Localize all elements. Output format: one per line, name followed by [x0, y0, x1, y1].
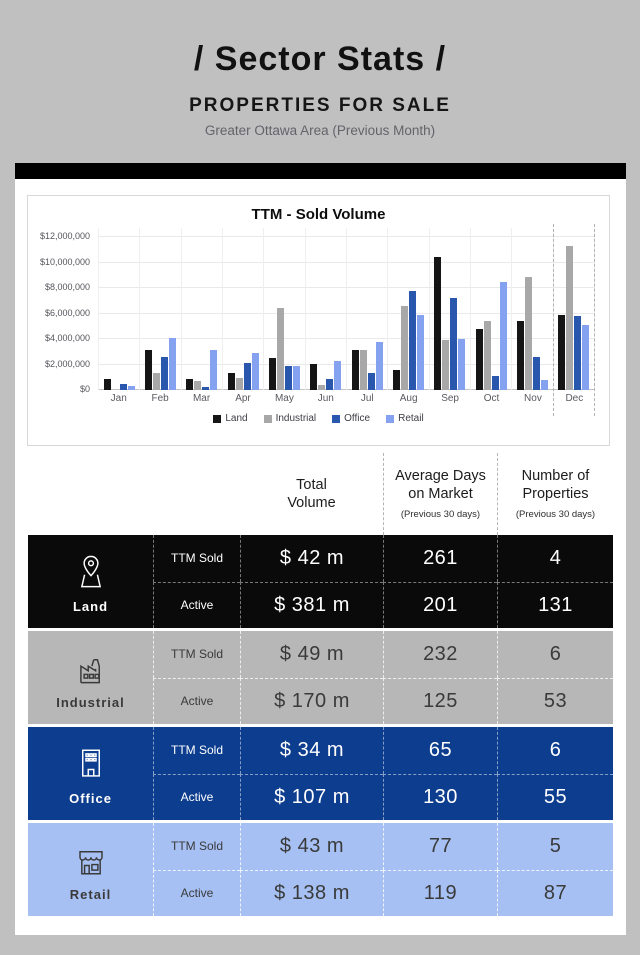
- industrial-bar: [566, 246, 573, 390]
- x-axis-label: May: [274, 393, 294, 404]
- factory-icon: [69, 646, 113, 690]
- avg-days-value: 65: [383, 727, 497, 774]
- table-header-row: [28, 453, 613, 535]
- row-type-label: Active: [153, 582, 240, 629]
- sector-name-label: Industrial: [56, 694, 125, 710]
- row-type-label: TTM Sold: [153, 535, 240, 582]
- industrial-bar: [484, 321, 491, 390]
- x-axis-label: Feb: [151, 393, 169, 404]
- land-bar: [352, 350, 359, 390]
- page-location-subtitle: Greater Ottawa Area (Previous Month): [204, 123, 436, 138]
- sector-block-industrial: [28, 631, 613, 724]
- industrial-bar: [236, 378, 243, 390]
- content-panel: [15, 179, 626, 935]
- avg-days-note: (Previous 30 days): [400, 509, 481, 521]
- retail-bar: [293, 366, 300, 390]
- divider-bar: [15, 163, 626, 179]
- avg-days-value: 125: [383, 678, 497, 725]
- row-type-label: Active: [153, 870, 240, 917]
- num-properties-value: 55: [497, 774, 613, 821]
- legend-item-industrial: [264, 413, 317, 424]
- industrial-bar: [318, 385, 325, 390]
- land-bar: [145, 350, 152, 390]
- total-volume-value: $ 381 m: [240, 582, 383, 629]
- total-volume-value: $ 170 m: [240, 678, 383, 725]
- office-bar: [533, 357, 540, 390]
- month-group-nov: [512, 228, 553, 390]
- x-axis-label: Nov: [524, 393, 542, 404]
- chart-title: TTM - Sold Volume: [251, 206, 386, 223]
- land-bar: [517, 321, 524, 390]
- land-bar: [310, 364, 317, 390]
- retail-bar: [128, 386, 135, 390]
- month-group-jul: [347, 228, 388, 390]
- land-bar: [186, 379, 193, 390]
- legend-label: Industrial: [275, 413, 317, 424]
- page-subtitle: PROPERTIES FOR SALE: [189, 95, 451, 116]
- retail-bar: [500, 282, 507, 390]
- retail-bar: [582, 325, 589, 390]
- office-bar: [450, 298, 457, 390]
- industrial-bar: [194, 381, 201, 390]
- y-axis-tick-label: $4,000,000: [44, 333, 90, 343]
- x-axis-label: Oct: [483, 393, 500, 404]
- month-group-mar: [182, 228, 223, 390]
- table-header-avg-days: Average Days on Market (Previous 30 days): [383, 453, 497, 535]
- month-group-aug: [388, 228, 429, 390]
- table-header-total-volume: Total Volume: [287, 476, 336, 511]
- sold-volume-chart: [27, 195, 610, 446]
- x-axis-label: Jan: [110, 393, 127, 404]
- legend-item-retail: [386, 413, 424, 424]
- retail-bar: [458, 339, 465, 390]
- x-axis-label: Jul: [360, 393, 374, 404]
- retail-bar: [417, 315, 424, 390]
- office-bar: [285, 366, 292, 390]
- month-group-dec: [554, 228, 595, 390]
- sector-block-retail: [28, 823, 613, 916]
- table-header-sector-spacer: [28, 453, 153, 535]
- total-volume-value: $ 107 m: [240, 774, 383, 821]
- total-volume-value: $ 138 m: [240, 870, 383, 917]
- land-bar: [558, 315, 565, 390]
- month-group-sep: [430, 228, 471, 390]
- row-type-label: TTM Sold: [153, 727, 240, 774]
- row-type-label: TTM Sold: [153, 823, 240, 870]
- avg-days-value: 261: [383, 535, 497, 582]
- x-axis-label: Aug: [399, 393, 418, 404]
- avg-days-value: 77: [383, 823, 497, 870]
- avg-days-value: 130: [383, 774, 497, 821]
- sector-cell-retail: [28, 823, 153, 916]
- legend-swatch-icon: [264, 415, 272, 423]
- month-group-feb: [140, 228, 181, 390]
- y-axis-tick-label: $2,000,000: [44, 358, 90, 369]
- industrial-bar: [153, 373, 160, 390]
- industrial-bar: [401, 306, 408, 390]
- sector-cell-industrial: [28, 631, 153, 724]
- table-header-num-properties: Number of Properties (Previous 30 days): [497, 453, 613, 535]
- x-axis-label: Sep: [441, 393, 459, 404]
- office-bar: [202, 387, 209, 390]
- sector-block-office: [28, 727, 613, 820]
- office-bar: [368, 373, 375, 390]
- month-group-apr: [223, 228, 264, 390]
- office-building-icon: [69, 742, 113, 786]
- sector-stats-table: [28, 453, 613, 916]
- storefront-icon: [69, 838, 113, 882]
- num-properties-value: 87: [497, 870, 613, 917]
- industrial-bar: [525, 277, 532, 390]
- land-pin-icon: [69, 550, 113, 594]
- sector-name-label: Retail: [69, 886, 112, 902]
- legend-swatch-icon: [386, 415, 394, 423]
- avg-days-value: 201: [383, 582, 497, 629]
- total-volume-value: $ 49 m: [240, 631, 383, 678]
- land-bar: [393, 370, 400, 390]
- legend-swatch-icon: [332, 415, 340, 423]
- total-volume-value: $ 34 m: [240, 727, 383, 774]
- industrial-bar: [277, 308, 284, 390]
- num-properties-value: 53: [497, 678, 613, 725]
- y-axis-tick-label: $0: [79, 384, 90, 394]
- avg-days-value: 119: [383, 870, 497, 917]
- month-group-jun: [306, 228, 347, 390]
- chart-x-axis-labels: [98, 393, 595, 404]
- month-group-may: [264, 228, 305, 390]
- office-bar: [244, 363, 251, 390]
- sector-block-land: [28, 535, 613, 628]
- sector-cell-land: [28, 535, 153, 628]
- num-properties-value: 5: [497, 823, 613, 870]
- x-axis-label: Dec: [565, 393, 584, 404]
- num-properties-value: 6: [497, 631, 613, 678]
- legend-item-office: [332, 413, 370, 424]
- page-header: [0, 0, 640, 138]
- industrial-bar: [442, 340, 449, 390]
- retail-bar: [334, 361, 341, 390]
- retail-bar: [210, 350, 217, 390]
- table-header-label-spacer: [153, 453, 240, 535]
- office-bar: [161, 357, 168, 390]
- num-properties-value: 6: [497, 727, 613, 774]
- legend-label: Office: [344, 413, 371, 424]
- retail-bar: [541, 380, 548, 390]
- bar-groups: [98, 228, 595, 390]
- office-bar: [120, 384, 127, 390]
- office-bar: [492, 376, 499, 390]
- office-bar: [574, 316, 581, 390]
- industrial-bar: [360, 350, 367, 390]
- legend-swatch-icon: [213, 415, 221, 423]
- land-bar: [476, 329, 483, 390]
- chart-legend: [28, 413, 609, 424]
- month-group-jan: [98, 228, 140, 390]
- y-axis-tick-label: $10,000,000: [39, 256, 90, 267]
- y-axis-tick-label: $8,000,000: [44, 282, 90, 292]
- retail-bar: [376, 342, 383, 390]
- num-properties-note: (Previous 30 days): [515, 509, 596, 521]
- avg-days-value: 232: [383, 631, 497, 678]
- num-properties-value: 131: [497, 582, 613, 629]
- row-type-label: Active: [153, 678, 240, 725]
- sector-name-label: Office: [69, 790, 112, 806]
- month-group-oct: [471, 228, 512, 390]
- retail-bar: [169, 338, 176, 390]
- land-bar: [269, 358, 276, 390]
- land-bar: [228, 373, 235, 390]
- total-volume-value: $ 42 m: [240, 535, 383, 582]
- office-bar: [326, 379, 333, 390]
- num-properties-value: 4: [497, 535, 613, 582]
- chart-plot-area: [39, 228, 595, 394]
- y-axis-tick-label: $12,000,000: [39, 231, 90, 241]
- row-type-label: TTM Sold: [153, 631, 240, 678]
- land-bar: [434, 257, 441, 390]
- page-title: / Sector Stats /: [193, 40, 447, 78]
- sector-cell-office: [28, 727, 153, 820]
- legend-label: Retail: [398, 413, 424, 424]
- x-axis-label: Jun: [317, 393, 334, 404]
- sector-name-label: Land: [72, 598, 109, 614]
- legend-label: Land: [225, 413, 248, 424]
- x-axis-label: Apr: [235, 393, 251, 404]
- x-axis-label: Mar: [192, 393, 211, 404]
- retail-bar: [252, 353, 259, 390]
- office-bar: [409, 291, 416, 390]
- land-bar: [104, 379, 111, 390]
- row-type-label: Active: [153, 774, 240, 821]
- total-volume-value: $ 43 m: [240, 823, 383, 870]
- legend-item-land: [213, 413, 247, 424]
- y-axis-tick-label: $6,000,000: [44, 307, 90, 318]
